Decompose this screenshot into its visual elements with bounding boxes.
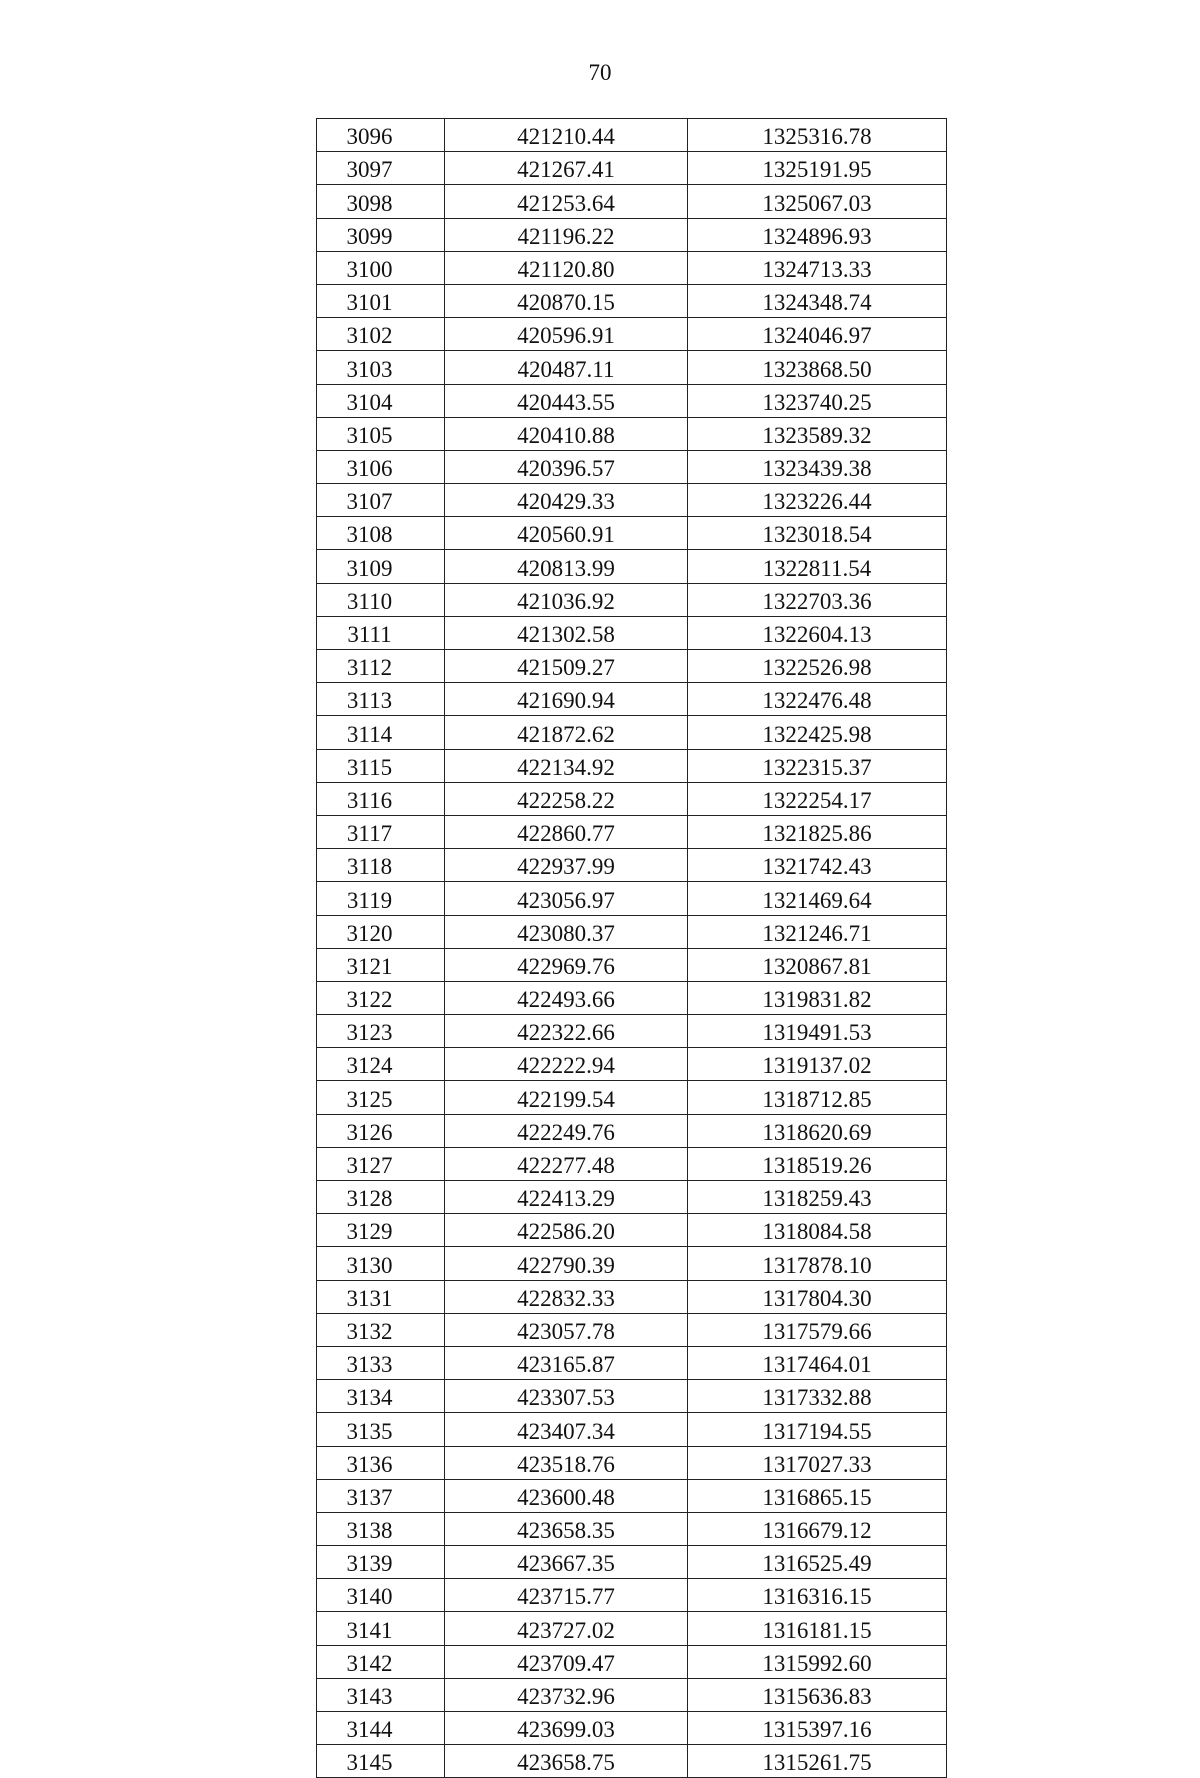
y-coordinate-cell: 1321742.43 (688, 849, 947, 882)
point-number-cell: 3131 (317, 1280, 445, 1313)
point-number-cell: 3108 (317, 517, 445, 550)
y-coordinate-cell: 1320867.81 (688, 948, 947, 981)
point-number-cell: 3099 (317, 218, 445, 251)
point-number-cell: 3119 (317, 882, 445, 915)
x-coordinate-cell: 423600.48 (445, 1479, 688, 1512)
x-coordinate-cell: 423727.02 (445, 1612, 688, 1645)
table-row (317, 650, 947, 683)
y-coordinate-cell: 1317464.01 (688, 1346, 947, 1379)
point-number-cell: 3101 (317, 284, 445, 317)
y-coordinate-cell: 1318519.26 (688, 1147, 947, 1180)
table-row (317, 915, 947, 948)
table-row (317, 683, 947, 716)
y-coordinate-cell: 1317804.30 (688, 1280, 947, 1313)
x-coordinate-cell: 421872.62 (445, 716, 688, 749)
point-number-cell: 3110 (317, 583, 445, 616)
x-coordinate-cell: 423658.35 (445, 1512, 688, 1545)
table-row (317, 981, 947, 1014)
y-coordinate-cell: 1316679.12 (688, 1512, 947, 1545)
y-coordinate-cell: 1323740.25 (688, 384, 947, 417)
point-number-cell: 3105 (317, 417, 445, 450)
y-coordinate-cell: 1321469.64 (688, 882, 947, 915)
y-coordinate-cell: 1322703.36 (688, 583, 947, 616)
y-coordinate-cell: 1316525.49 (688, 1546, 947, 1579)
x-coordinate-cell: 422134.92 (445, 749, 688, 782)
table-row (317, 384, 947, 417)
coordinates-table (316, 118, 947, 1778)
point-number-cell: 3112 (317, 650, 445, 683)
x-coordinate-cell: 422493.66 (445, 981, 688, 1014)
point-number-cell: 3135 (317, 1413, 445, 1446)
point-number-cell: 3121 (317, 948, 445, 981)
y-coordinate-cell: 1318259.43 (688, 1181, 947, 1214)
y-coordinate-cell: 1323226.44 (688, 484, 947, 517)
y-coordinate-cell: 1322315.37 (688, 749, 947, 782)
x-coordinate-cell: 421036.92 (445, 583, 688, 616)
y-coordinate-cell: 1317878.10 (688, 1247, 947, 1280)
x-coordinate-cell: 420396.57 (445, 450, 688, 483)
point-number-cell: 3103 (317, 351, 445, 384)
point-number-cell: 3116 (317, 782, 445, 815)
y-coordinate-cell: 1318620.69 (688, 1114, 947, 1147)
x-coordinate-cell: 422322.66 (445, 1015, 688, 1048)
coordinates-table-body (317, 119, 947, 1778)
point-number-cell: 3102 (317, 318, 445, 351)
table-row (317, 318, 947, 351)
point-number-cell: 3125 (317, 1081, 445, 1114)
table-row (317, 119, 947, 152)
table-row (317, 1678, 947, 1711)
table-row (317, 1313, 947, 1346)
table-row (317, 351, 947, 384)
table-row (317, 948, 947, 981)
x-coordinate-cell: 420870.15 (445, 284, 688, 317)
y-coordinate-cell: 1317194.55 (688, 1413, 947, 1446)
table-row (317, 1446, 947, 1479)
x-coordinate-cell: 422969.76 (445, 948, 688, 981)
table-row (317, 152, 947, 185)
point-number-cell: 3132 (317, 1313, 445, 1346)
table-row (317, 1579, 947, 1612)
table-row (317, 1181, 947, 1214)
y-coordinate-cell: 1322254.17 (688, 782, 947, 815)
y-coordinate-cell: 1316316.15 (688, 1579, 947, 1612)
x-coordinate-cell: 422413.29 (445, 1181, 688, 1214)
y-coordinate-cell: 1324046.97 (688, 318, 947, 351)
y-coordinate-cell: 1321246.71 (688, 915, 947, 948)
point-number-cell: 3098 (317, 185, 445, 218)
y-coordinate-cell: 1319831.82 (688, 981, 947, 1014)
x-coordinate-cell: 421302.58 (445, 616, 688, 649)
point-number-cell: 3111 (317, 616, 445, 649)
table-row (317, 1712, 947, 1745)
x-coordinate-cell: 423080.37 (445, 915, 688, 948)
y-coordinate-cell: 1321825.86 (688, 815, 947, 848)
table-row (317, 749, 947, 782)
table-row (317, 1214, 947, 1247)
y-coordinate-cell: 1323868.50 (688, 351, 947, 384)
y-coordinate-cell: 1322526.98 (688, 650, 947, 683)
table-row (317, 1546, 947, 1579)
x-coordinate-cell: 422790.39 (445, 1247, 688, 1280)
point-number-cell: 3113 (317, 683, 445, 716)
table-row (317, 1147, 947, 1180)
x-coordinate-cell: 422258.22 (445, 782, 688, 815)
x-coordinate-cell: 422199.54 (445, 1081, 688, 1114)
x-coordinate-cell: 422832.33 (445, 1280, 688, 1313)
table-row (317, 782, 947, 815)
y-coordinate-cell: 1322604.13 (688, 616, 947, 649)
point-number-cell: 3106 (317, 450, 445, 483)
point-number-cell: 3130 (317, 1247, 445, 1280)
point-number-cell: 3128 (317, 1181, 445, 1214)
table-row (317, 1247, 947, 1280)
point-number-cell: 3137 (317, 1479, 445, 1512)
point-number-cell: 3136 (317, 1446, 445, 1479)
y-coordinate-cell: 1315397.16 (688, 1712, 947, 1745)
x-coordinate-cell: 421509.27 (445, 650, 688, 683)
x-coordinate-cell: 423407.34 (445, 1413, 688, 1446)
table-row (317, 1081, 947, 1114)
table-row (317, 815, 947, 848)
point-number-cell: 3134 (317, 1380, 445, 1413)
x-coordinate-cell: 420560.91 (445, 517, 688, 550)
table-row (317, 1346, 947, 1379)
point-number-cell: 3109 (317, 550, 445, 583)
point-number-cell: 3100 (317, 251, 445, 284)
x-coordinate-cell: 422277.48 (445, 1147, 688, 1180)
point-number-cell: 3122 (317, 981, 445, 1014)
table-row (317, 284, 947, 317)
point-number-cell: 3114 (317, 716, 445, 749)
x-coordinate-cell: 422249.76 (445, 1114, 688, 1147)
y-coordinate-cell: 1322425.98 (688, 716, 947, 749)
x-coordinate-cell: 421267.41 (445, 152, 688, 185)
x-coordinate-cell: 423518.76 (445, 1446, 688, 1479)
table-row (317, 1048, 947, 1081)
x-coordinate-cell: 423057.78 (445, 1313, 688, 1346)
x-coordinate-cell: 423056.97 (445, 882, 688, 915)
x-coordinate-cell: 423732.96 (445, 1678, 688, 1711)
page-number: 70 (588, 60, 612, 85)
point-number-cell: 3144 (317, 1712, 445, 1745)
table-row (317, 1645, 947, 1678)
x-coordinate-cell: 421120.80 (445, 251, 688, 284)
point-number-cell: 3139 (317, 1546, 445, 1579)
x-coordinate-cell: 423699.03 (445, 1712, 688, 1745)
y-coordinate-cell: 1325067.03 (688, 185, 947, 218)
point-number-cell: 3126 (317, 1114, 445, 1147)
table-row (317, 616, 947, 649)
x-coordinate-cell: 420487.11 (445, 351, 688, 384)
point-number-cell: 3118 (317, 849, 445, 882)
x-coordinate-cell: 423658.75 (445, 1745, 688, 1778)
y-coordinate-cell: 1324348.74 (688, 284, 947, 317)
table-row (317, 716, 947, 749)
point-number-cell: 3138 (317, 1512, 445, 1545)
table-row (317, 849, 947, 882)
y-coordinate-cell: 1323018.54 (688, 517, 947, 550)
x-coordinate-cell: 420429.33 (445, 484, 688, 517)
point-number-cell: 3096 (317, 119, 445, 152)
y-coordinate-cell: 1324896.93 (688, 218, 947, 251)
table-row (317, 1512, 947, 1545)
y-coordinate-cell: 1317332.88 (688, 1380, 947, 1413)
point-number-cell: 3115 (317, 749, 445, 782)
table-row (317, 550, 947, 583)
table-row (317, 1745, 947, 1778)
table-row (317, 1015, 947, 1048)
x-coordinate-cell: 420596.91 (445, 318, 688, 351)
y-coordinate-cell: 1315636.83 (688, 1678, 947, 1711)
y-coordinate-cell: 1322476.48 (688, 683, 947, 716)
x-coordinate-cell: 423667.35 (445, 1546, 688, 1579)
point-number-cell: 3145 (317, 1745, 445, 1778)
point-number-cell: 3117 (317, 815, 445, 848)
table-row (317, 583, 947, 616)
x-coordinate-cell: 422586.20 (445, 1214, 688, 1247)
y-coordinate-cell: 1316865.15 (688, 1479, 947, 1512)
point-number-cell: 3133 (317, 1346, 445, 1379)
x-coordinate-cell: 422860.77 (445, 815, 688, 848)
x-coordinate-cell: 421690.94 (445, 683, 688, 716)
y-coordinate-cell: 1318712.85 (688, 1081, 947, 1114)
point-number-cell: 3142 (317, 1645, 445, 1678)
point-number-cell: 3120 (317, 915, 445, 948)
y-coordinate-cell: 1317027.33 (688, 1446, 947, 1479)
point-number-cell: 3124 (317, 1048, 445, 1081)
table-row (317, 1479, 947, 1512)
y-coordinate-cell: 1325316.78 (688, 119, 947, 152)
point-number-cell: 3143 (317, 1678, 445, 1711)
x-coordinate-cell: 423709.47 (445, 1645, 688, 1678)
y-coordinate-cell: 1315992.60 (688, 1645, 947, 1678)
x-coordinate-cell: 422937.99 (445, 849, 688, 882)
x-coordinate-cell: 420410.88 (445, 417, 688, 450)
y-coordinate-cell: 1325191.95 (688, 152, 947, 185)
point-number-cell: 3129 (317, 1214, 445, 1247)
y-coordinate-cell: 1323589.32 (688, 417, 947, 450)
point-number-cell: 3107 (317, 484, 445, 517)
table-row (317, 882, 947, 915)
point-number-cell: 3104 (317, 384, 445, 417)
point-number-cell: 3123 (317, 1015, 445, 1048)
table-row (317, 218, 947, 251)
table-row (317, 1413, 947, 1446)
table-row (317, 1280, 947, 1313)
point-number-cell: 3127 (317, 1147, 445, 1180)
point-number-cell: 3140 (317, 1579, 445, 1612)
x-coordinate-cell: 422222.94 (445, 1048, 688, 1081)
y-coordinate-cell: 1318084.58 (688, 1214, 947, 1247)
x-coordinate-cell: 421196.22 (445, 218, 688, 251)
point-number-cell: 3141 (317, 1612, 445, 1645)
y-coordinate-cell: 1317579.66 (688, 1313, 947, 1346)
y-coordinate-cell: 1322811.54 (688, 550, 947, 583)
x-coordinate-cell: 421210.44 (445, 119, 688, 152)
x-coordinate-cell: 423715.77 (445, 1579, 688, 1612)
y-coordinate-cell: 1319491.53 (688, 1015, 947, 1048)
table-row (317, 517, 947, 550)
x-coordinate-cell: 423307.53 (445, 1380, 688, 1413)
y-coordinate-cell: 1316181.15 (688, 1612, 947, 1645)
x-coordinate-cell: 420443.55 (445, 384, 688, 417)
table-row (317, 450, 947, 483)
table-row (317, 1612, 947, 1645)
table-row (317, 1114, 947, 1147)
table-row (317, 251, 947, 284)
point-number-cell: 3097 (317, 152, 445, 185)
y-coordinate-cell: 1319137.02 (688, 1048, 947, 1081)
table-row (317, 417, 947, 450)
table-row (317, 1380, 947, 1413)
y-coordinate-cell: 1315261.75 (688, 1745, 947, 1778)
table-row (317, 484, 947, 517)
x-coordinate-cell: 423165.87 (445, 1346, 688, 1379)
y-coordinate-cell: 1323439.38 (688, 450, 947, 483)
x-coordinate-cell: 421253.64 (445, 185, 688, 218)
y-coordinate-cell: 1324713.33 (688, 251, 947, 284)
table-row (317, 185, 947, 218)
x-coordinate-cell: 420813.99 (445, 550, 688, 583)
